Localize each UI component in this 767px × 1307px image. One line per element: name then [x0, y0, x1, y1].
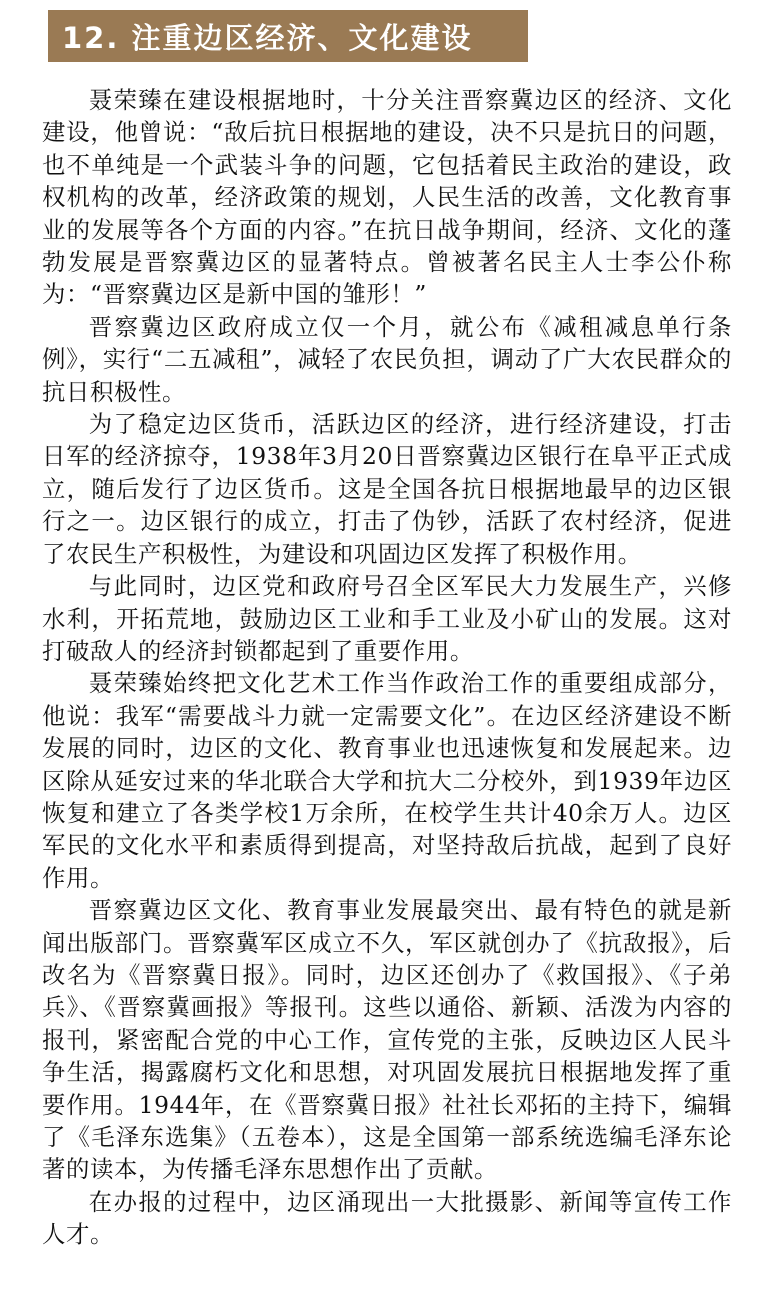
section-title-bar: [48, 10, 528, 62]
paragraph: 聂荣臻在建设根据地时，十分关注晋察冀边区的经济、文化建设，他曾说：“敌后抗日根据地的建设，决不只是抗日的问题，也不单纯是一个武装斗争的问题，它包括着民主政治的建设，政权机构的改革，经济政策的规划，人民生活的改善，文化教育事业的发展等各个方面的内容。”在抗日战争期间，经济、文化的蓬勃发展是晋察冀边区的显著特点。曾被著名民主人士李公仆称为：“晋察冀边区是新中国的雏形！”: [42, 86, 732, 309]
section-title: 12. 注重边区经济、文化建设: [62, 20, 473, 55]
paragraph: 与此同时，边区党和政府号召全区军民大力发展生产，兴修水利，开拓荒地，鼓励边区工业和手工业及小矿山的发展。这对打破敌人的经济封锁都起到了重要作用。: [42, 572, 732, 665]
paragraph: 晋察冀边区政府成立仅一个月，就公布《减租减息单行条例》，实行“二五减租”，减轻了农民负担，调动了广大农民群众的抗日积极性。: [42, 312, 732, 406]
paragraph: 为了稳定边区货币，活跃边区的经济，进行经济建设，打击日军的经济掠夺，1938年3月20日晋察冀边区银行在阜平正式成立，随后发行了边区货币。这是全国各抗日根据地最早的边区银行之一。边区银行的成立，打击了伪钞，活跃了农村经济，促进了农民生产积极性，为建设和巩固边区发挥了积极作用。: [42, 410, 732, 568]
paragraph: 晋察冀边区文化、教育事业发展最突出、最有特色的就是新闻出版部门。晋察冀军区成立不久，军区就创办了《抗敌报》，后改名为《晋察冀日报》。同时，边区还创办了《救国报》、《子弟兵》、《晋察冀画报》等报刊。这些以通俗、新颖、活泼为内容的报刊，紧密配合党的中心工作，宣传党的主张，反映边区人民斗争生活，揭露腐朽文化和思想，对巩固发展抗日根据地发挥了重要作用。1944年，在《晋察冀日报》社社长邓拓的主持下，编辑了《毛泽东选集》（五卷本），这是全国第一部系统选编毛泽东论著的读本，为传播毛泽东思想作出了贡献。: [42, 896, 732, 1184]
paragraph: 在办报的过程中，边区涌现出一大批摄影、新闻等宣传工作人才。: [42, 1187, 732, 1249]
article-body: [42, 84, 732, 1251]
paragraph: 聂荣臻始终把文化艺术工作当作政治工作的重要组成部分，他说：我军“需要战斗力就一定需要文化”。在边区经济建设不断发展的同时，边区的文化、教育事业也迅速恢复和发展起来。边区除从延安过来的华北联合大学和抗大二分校外，到1939年边区恢复和建立了各类学校1万余所，在校学生共计40余万人。边区军民的文化水平和素质得到提高，对坚持敌后抗战，起到了良好作用。: [42, 669, 732, 892]
